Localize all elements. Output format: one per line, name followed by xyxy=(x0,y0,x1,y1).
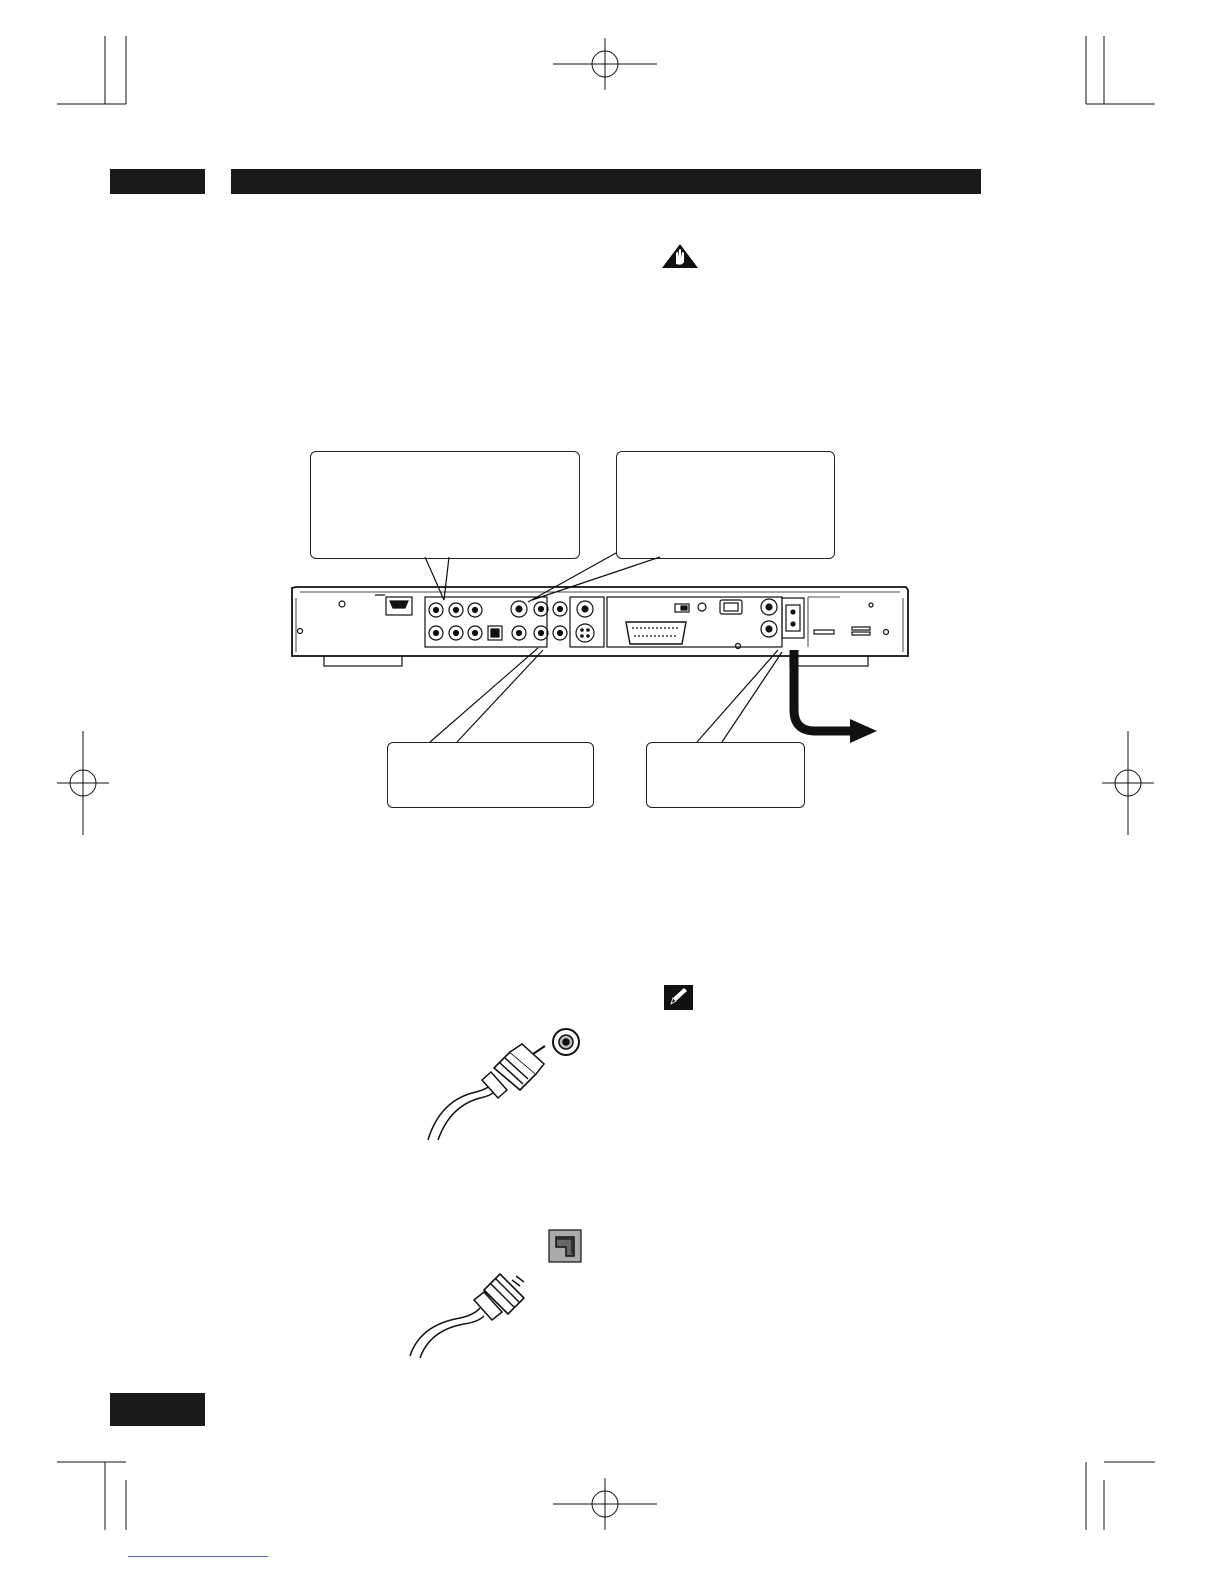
page-number-tab xyxy=(110,1393,205,1426)
link-underline xyxy=(128,1556,268,1557)
